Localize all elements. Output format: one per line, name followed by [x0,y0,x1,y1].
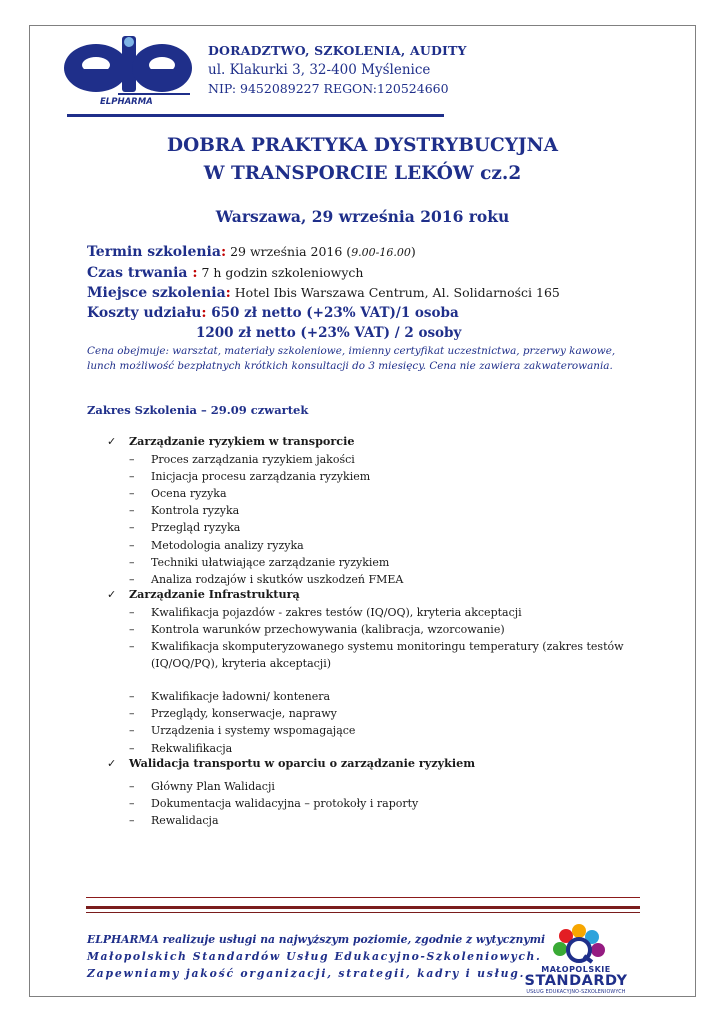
koszty-value-2: 1200 zł netto (+23% VAT) / 2 osoby [196,325,462,341]
dash-icon: – [129,742,135,755]
info-miejsce [87,285,560,301]
footer-line-3: Zapewniamy jakość organizacji, strategii, kadry i usług. [87,967,526,980]
dash-icon: – [129,814,135,827]
koszty-label: Koszty udziału [87,305,202,321]
section-heading [107,756,475,770]
header-rule [67,114,444,117]
section-heading [107,434,354,448]
company-address: ul. Klakurki 3, 32-400 Myślenice [208,62,431,78]
dash-icon: – [129,640,135,653]
price-note: Cena obejmuje: warsztat, materiały szkoleniowe, imienny certyfikat uczestnictwa, przerwy kawowe, lunch możliwość bezpłatnych krótkich konsultacji do 3 miesięcy. Cena nie zawiera zakwaterowania. [87,345,616,372]
dash-icon: – [129,573,135,586]
dash-icon: – [129,797,135,810]
document-title-line1: DOBRA PRAKTYKA DYSTRYBUCYJNA [167,135,558,156]
section-title: Zarządzanie ryzykiem w transporcie [129,434,355,448]
zakres-heading: Zakres Szkolenia – 29.09 czwartek [87,403,309,417]
section-heading [107,587,300,601]
miejsce-separator: : [225,285,231,301]
dash-icon: – [129,470,135,483]
dash-icon: – [129,504,135,517]
badge-line-3: USŁUG EDUKACYJNO-SZKOLENIOWYCH [526,990,626,995]
section-title: Zarządzanie Infrastrukturą [129,587,300,601]
dash-icon: – [129,453,135,466]
company-ids: NIP: 9452089227 REGON:120524660 [208,81,449,96]
dash-icon: – [129,539,135,552]
dash-icon: – [129,487,135,500]
termin-hours: 9.00-16.00 [351,246,411,259]
koszty-separator: : [201,305,207,321]
footer-rule [86,906,640,909]
footer-line-2: Małopolskich Standardów Usług Edukacyjno-Szkoleniowych. [87,950,542,963]
dash-icon: – [129,780,135,793]
badge-line-2: STANDARDY [524,973,628,989]
company-info [208,43,467,96]
miejsce-label: Miejsce szkolenia [87,285,226,301]
termin-value: 29 września 2016 ( [226,244,352,259]
info-koszty [87,305,459,321]
info-termin [87,244,416,260]
footer-rule [86,912,640,913]
logo-wordmark: ELPHARMA [100,97,153,107]
footer-line-1: ELPHARMA realizuje usługi na najwyższym poziomie, zgodnie z wytycznymi [87,933,546,946]
document-subtitle: Warszawa, 29 września 2016 roku [215,207,510,226]
check-icon: ✓ [107,757,117,770]
check-icon: ✓ [107,588,117,601]
dash-icon: – [129,724,135,737]
footer-rule [86,897,640,898]
czas-value: 7 h godzin szkoleniowych [197,265,364,280]
dash-icon: – [129,623,135,636]
section-title: Walidacja transportu w oparciu o zarządzanie ryzykiem [129,756,476,770]
footer-text [87,931,545,982]
dash-icon: – [129,556,135,569]
czas-label: Czas trwania [87,265,193,281]
koszty-value-1: 650 zł netto (+23% VAT)/1 osoba [206,305,459,321]
dash-icon: – [129,521,135,534]
miejsce-value: Hotel Ibis Warszawa Centrum, Al. Solidarności 165 [230,285,560,300]
badge-line-1: MAŁOPOLSKIE [541,965,611,974]
check-icon: ✓ [107,435,117,448]
czas-separator: : [192,265,198,281]
termin-close: ) [410,244,416,259]
company-services: DORADZTWO, SZKOLENIA, AUDITY [208,43,467,58]
dash-icon: – [129,690,135,703]
document-title-line2: W TRANSPORCIE LEKÓW cz.2 [203,163,522,184]
dash-icon: – [129,707,135,720]
dash-icon: – [129,606,135,619]
termin-label: Termin szkolenia [87,244,221,260]
termin-separator: : [220,244,227,260]
info-czas [87,265,363,281]
